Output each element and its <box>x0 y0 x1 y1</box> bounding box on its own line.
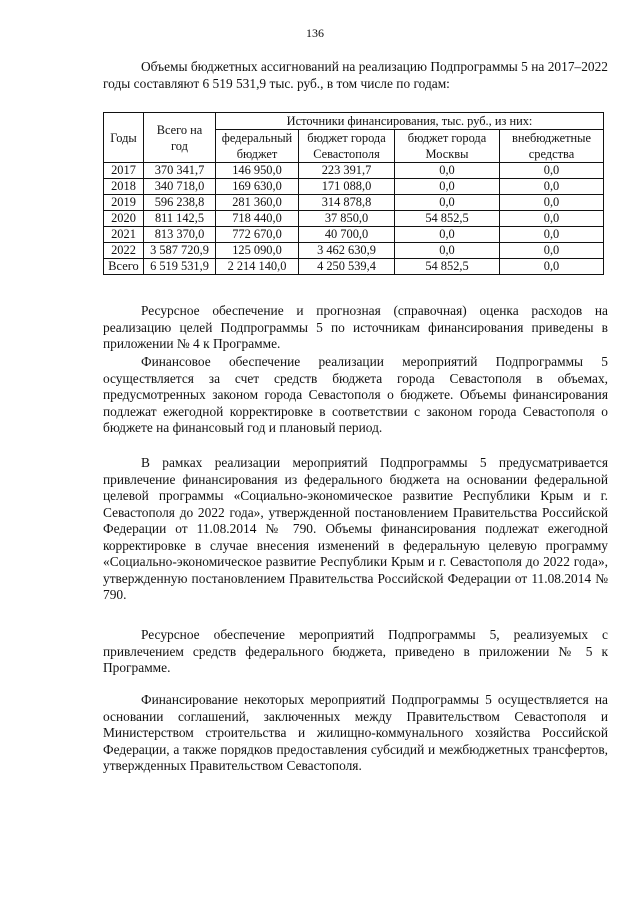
table-row <box>104 195 604 211</box>
cell-sevastopol: 171 088,0 <box>299 179 395 195</box>
paragraph-financial-support: Финансовое обеспечение реализации мероприятий Подпрограммы 5 осуществляется за счет средств бюджета города Севастополя в объемах, предусмотренных законом города Севастополя о бюджете. Объемы финансирования подлежат ежегодной корректировке в соответствии с законом города Севастополя о бюджете на финансовый год и плановый период. <box>103 354 608 435</box>
header-years: Годы <box>104 113 144 163</box>
cell-year: 2021 <box>104 227 144 243</box>
cell-moscow: 54 852,5 <box>395 211 500 227</box>
table-row-total <box>104 259 604 275</box>
table-row <box>104 179 604 195</box>
cell-total: 813 370,0 <box>144 227 216 243</box>
cell-year: 2017 <box>104 163 144 179</box>
cell-extra: 0,0 <box>500 243 604 259</box>
cell-total: 340 718,0 <box>144 179 216 195</box>
cell-federal: 772 670,0 <box>216 227 299 243</box>
cell-federal: 718 440,0 <box>216 211 299 227</box>
paragraph-agreements: Финансирование некоторых мероприятий Подпрограммы 5 осуществляется на основании соглашений, заключенных между Правительством Севастополя и Министерством строительства и жилищно-коммунального хозяйства Российской Федерации, а также порядков предоставления субсидий и межбюджетных трансфертов, утвержденных Правительством Севастополя. <box>103 692 608 773</box>
cell-sevastopol: 3 462 630,9 <box>299 243 395 259</box>
cell-federal: 125 090,0 <box>216 243 299 259</box>
cell-sevastopol: 40 700,0 <box>299 227 395 243</box>
cell-extra: 0,0 <box>500 259 604 275</box>
paragraph-resource-forecast: Ресурсное обеспечение и прогнозная (справочная) оценка расходов на реализацию целей Подпрограммы 5 по источникам финансирования приведены в приложении № 4 к Программе. <box>103 303 608 351</box>
cell-total: 596 238,8 <box>144 195 216 211</box>
cell-federal: 169 630,0 <box>216 179 299 195</box>
cell-total: 370 341,7 <box>144 163 216 179</box>
table-row <box>104 163 604 179</box>
cell-moscow: 0,0 <box>395 195 500 211</box>
cell-federal: 146 950,0 <box>216 163 299 179</box>
cell-sevastopol: 223 391,7 <box>299 163 395 179</box>
cell-sevastopol: 4 250 539,4 <box>299 259 395 275</box>
cell-total: 3 587 720,9 <box>144 243 216 259</box>
paragraph-federal-funding: В рамках реализации мероприятий Подпрограммы 5 предусматривается привлечение финансирования из федерального бюджета на основании федеральной целевой программы «Социально-экономическое развитие Республики Крым и г. Севастополя до 2022 года», утвержденной постановлением Правительства Российской Федерации от 11.08.2014 № 790. Объемы финансирования подлежат ежегодной корректировке в случае внесения изменений в федеральную целевую программу «Социально-экономическое развитие Республики Крым и г. Севастополя до 2022 года», утвержденную постановлением Правительства Российской Федерации от 11.08.2014 № 790. <box>103 455 608 602</box>
table-row <box>104 243 604 259</box>
header-moscow: бюджет города Москвы <box>395 130 500 163</box>
cell-moscow: 0,0 <box>395 163 500 179</box>
cell-extra: 0,0 <box>500 195 604 211</box>
cell-moscow: 0,0 <box>395 179 500 195</box>
cell-year: 2019 <box>104 195 144 211</box>
cell-year: 2018 <box>104 179 144 195</box>
intro-paragraph: Объемы бюджетных ассигнований на реализацию Подпрограммы 5 на 2017–2022 годы составляют 6 519 531,9 тыс. руб., в том числе по годам: <box>103 59 608 91</box>
cell-sevastopol: 314 878,8 <box>299 195 395 211</box>
cell-year: 2020 <box>104 211 144 227</box>
table-row <box>104 211 604 227</box>
cell-moscow: 0,0 <box>395 243 500 259</box>
cell-moscow: 54 852,5 <box>395 259 500 275</box>
cell-extra: 0,0 <box>500 211 604 227</box>
cell-extra: 0,0 <box>500 163 604 179</box>
paragraph-federal-resource: Ресурсное обеспечение мероприятий Подпрограммы 5, реализуемых с привлечением средств федерального бюджета, приведено в приложении № 5 к Программе. <box>103 627 608 675</box>
budget-table <box>103 112 604 275</box>
table-row <box>104 227 604 243</box>
table-body <box>104 163 604 275</box>
cell-total: 811 142,5 <box>144 211 216 227</box>
cell-moscow: 0,0 <box>395 227 500 243</box>
header-extra: внебюджетные средства <box>500 130 604 163</box>
cell-year: 2022 <box>104 243 144 259</box>
header-total: Всего на год <box>144 113 216 163</box>
cell-federal: 2 214 140,0 <box>216 259 299 275</box>
page-number: 136 <box>306 26 324 40</box>
cell-total: 6 519 531,9 <box>144 259 216 275</box>
header-sources: Источники финансирования, тыс. руб., из них: <box>216 113 604 130</box>
header-federal: федеральный бюджет <box>216 130 299 163</box>
cell-year: Всего <box>104 259 144 275</box>
header-sevastopol: бюджет города Севастополя <box>299 130 395 163</box>
cell-sevastopol: 37 850,0 <box>299 211 395 227</box>
cell-extra: 0,0 <box>500 227 604 243</box>
cell-federal: 281 360,0 <box>216 195 299 211</box>
cell-extra: 0,0 <box>500 179 604 195</box>
